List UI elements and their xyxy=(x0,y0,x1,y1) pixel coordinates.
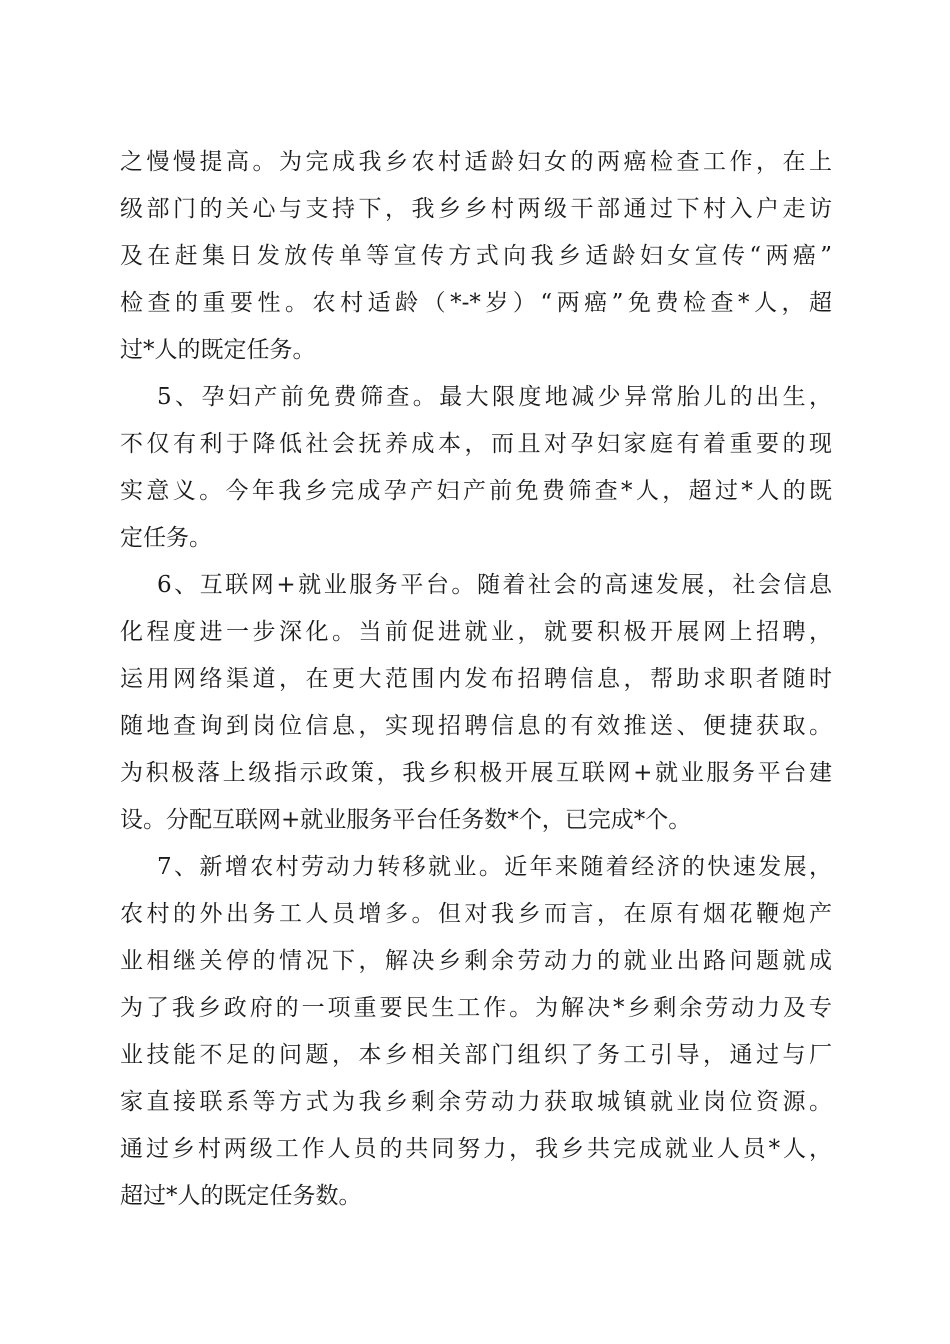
text-line: 实意义。今年我乡完成孕产妇产前免费筛查*人，超过*人的既 xyxy=(120,478,832,504)
text-line: 超过*人的既定任务数。 xyxy=(120,1183,362,1209)
text-line: 及在赶集日发放传单等宣传方式向我乡适龄妇女宣传“两癌” xyxy=(120,243,832,269)
text-line: 设。分配互联网+就业服务平台任务数*个，已完成*个。 xyxy=(120,807,692,833)
text-line: 为了我乡政府的一项重要民生工作。为解决*乡剩余劳动力及专 xyxy=(120,995,832,1021)
text-line: 化程度进一步深化。当前促进就业，就要积极开展网上招聘， xyxy=(120,619,832,645)
text-line: 之慢慢提高。为完成我乡农村适龄妇女的两癌检查工作，在上 xyxy=(120,149,832,175)
text-line: 家直接联系等方式为我乡剩余劳动力获取城镇就业岗位资源。 xyxy=(120,1089,832,1115)
text-line: 过*人的既定任务。 xyxy=(120,337,316,363)
text-line: 为积极落上级指示政策，我乡积极开展互联网+就业服务平台建 xyxy=(120,760,832,786)
text-line: 级部门的关心与支持下，我乡乡村两级干部通过下村入户走访 xyxy=(120,196,832,222)
text-line: 不仅有利于降低社会抚养成本，而且对孕妇家庭有着重要的现 xyxy=(120,431,832,457)
text-line: 5、孕妇产前免费筛查。最大限度地减少异常胎儿的出生， xyxy=(157,384,832,410)
text-line: 运用网络渠道，在更大范围内发布招聘信息，帮助求职者随时 xyxy=(120,666,832,692)
text-line: 农村的外出务工人员增多。但对我乡而言，在原有烟花鞭炮产 xyxy=(120,901,832,927)
text-line: 随地查询到岗位信息，实现招聘信息的有效推送、便捷获取。 xyxy=(120,713,832,739)
text-line: 通过乡村两级工作人员的共同努力，我乡共完成就业人员*人， xyxy=(120,1136,832,1162)
text-line: 6、互联网+就业服务平台。随着社会的高速发展，社会信息 xyxy=(157,572,832,598)
text-line: 业相继关停的情况下，解决乡剩余劳动力的就业出路问题就成 xyxy=(120,948,832,974)
text-line: 定任务。 xyxy=(120,525,212,551)
text-line: 业技能不足的问题，本乡相关部门组织了务工引导，通过与厂 xyxy=(120,1042,832,1068)
text-line: 检查的重要性。农村适龄（*-*岁）“两癌”免费检查*人，超 xyxy=(120,290,832,316)
text-line: 7、新增农村劳动力转移就业。近年来随着经济的快速发展， xyxy=(157,854,832,880)
